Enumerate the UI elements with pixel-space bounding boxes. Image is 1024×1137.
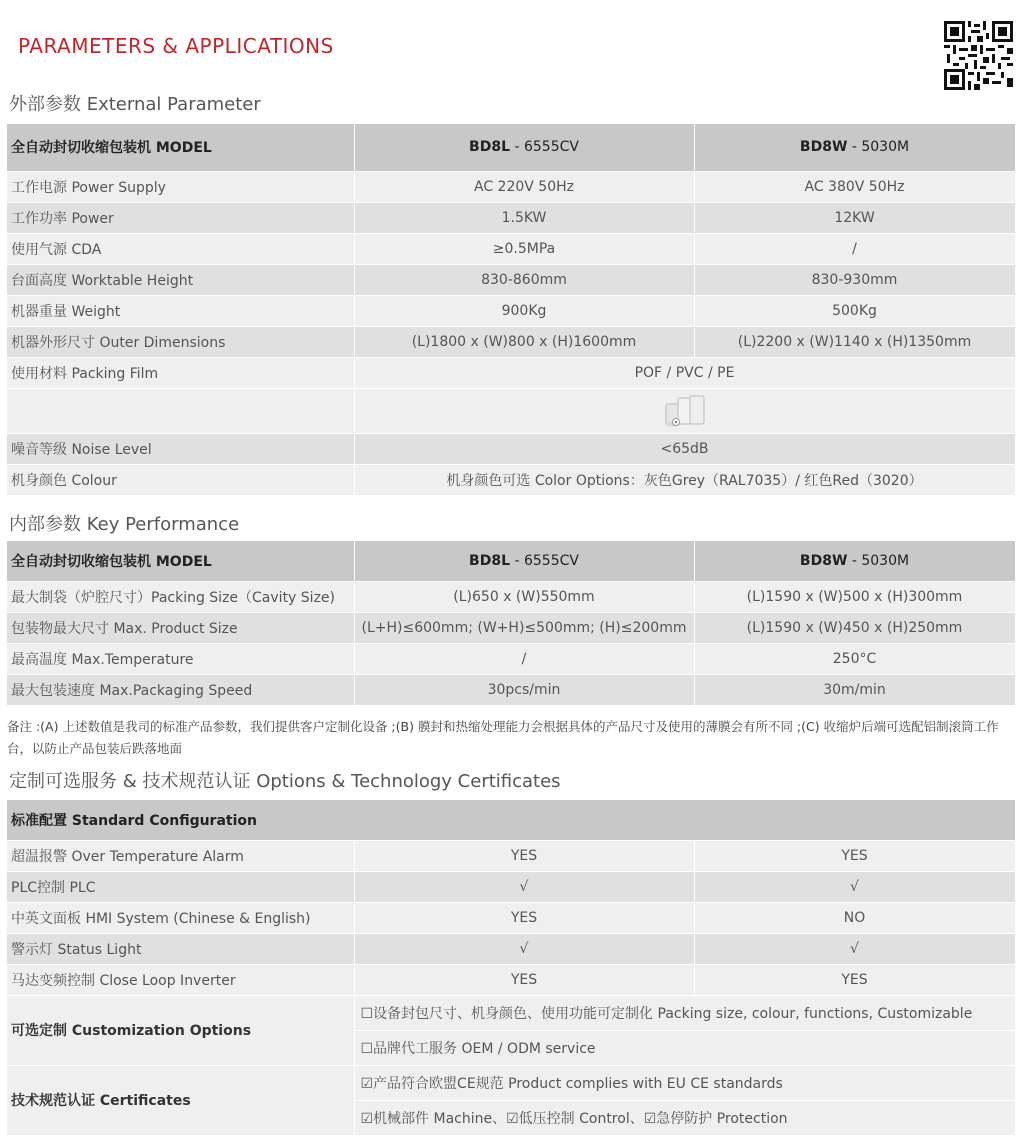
table-row: [7, 840, 1015, 871]
row-value-bd8l: √: [354, 871, 694, 902]
row-label: 台面高度 Worktable Height: [7, 264, 354, 295]
table-row: [7, 171, 1015, 202]
table-row: [7, 902, 1015, 933]
standard-config-header: 标准配置 Standard Configuration: [7, 800, 1015, 840]
row-label: 机器重量 Weight: [7, 295, 354, 326]
empty-label: [7, 388, 354, 433]
row-value-bd8w: YES: [694, 840, 1015, 871]
row-value-bd8w: NO: [694, 902, 1015, 933]
row-label: 超温报警 Over Temperature Alarm: [7, 840, 354, 871]
model-bd8l: BD8L - 6555CV: [354, 541, 694, 581]
table-row: [7, 674, 1015, 705]
row-value-bd8w: (L)1590 x (W)450 x (H)250mm: [694, 612, 1015, 643]
row-label: 机身颜色 Colour: [7, 464, 354, 495]
row-label: 最高温度 Max.Temperature: [7, 643, 354, 674]
row-label: 警示灯 Status Light: [7, 933, 354, 964]
row-value-bd8l: (L)1800 x (W)800 x (H)1600mm: [354, 326, 694, 357]
model-bd8w: BD8W - 5030M: [694, 124, 1015, 171]
certificate-item: ☑产品符合欧盟CE规范 Product complies with EU CE standards: [354, 1065, 1015, 1100]
table-row: [7, 995, 1015, 1030]
certificates-label: 技术规范认证 Certificates: [7, 1065, 354, 1135]
row-value-bd8l: 1.5KW: [354, 202, 694, 233]
table-row: [7, 233, 1015, 264]
row-value-bd8w: YES: [694, 964, 1015, 995]
internal-section-title: 内部参数 Key Performance: [9, 514, 240, 535]
row-value-bd8w: 830-930mm: [694, 264, 1015, 295]
row-value-bd8l: 900Kg: [354, 295, 694, 326]
row-label: PLC控制 PLC: [7, 871, 354, 902]
row-value-shared: <65dB: [354, 433, 1015, 464]
options-table: [7, 800, 1016, 1136]
row-value-shared: 机身颜色可选 Color Options：灰色Grey（RAL7035）/ 红色Red（3020）: [354, 464, 1015, 495]
qr-code-icon: [944, 21, 1013, 90]
row-value-bd8w: (L)1590 x (W)500 x (H)300mm: [694, 581, 1015, 612]
film-roll-icon: [660, 394, 710, 428]
row-value-bd8l: AC 220V 50Hz: [354, 171, 694, 202]
row-label: 包装物最大尺寸 Max. Product Size: [7, 612, 354, 643]
row-label: 工作电源 Power Supply: [7, 171, 354, 202]
table-row: [7, 357, 1015, 388]
model-bd8w: BD8W - 5030M: [694, 541, 1015, 581]
row-value-bd8l: (L+H)≤600mm; (W+H)≤500mm; (H)≤200mm: [354, 612, 694, 643]
table-row: [7, 612, 1015, 643]
row-value-bd8w: (L)2200 x (W)1140 x (H)1350mm: [694, 326, 1015, 357]
table-row: [7, 1065, 1015, 1100]
row-value-bd8w: AC 380V 50Hz: [694, 171, 1015, 202]
row-value-bd8l: YES: [354, 902, 694, 933]
table-header-row: [7, 800, 1015, 840]
table-row: [7, 295, 1015, 326]
customization-label: 可选定制 Customization Options: [7, 995, 354, 1065]
row-label: 工作功率 Power: [7, 202, 354, 233]
table-header-row: [7, 541, 1015, 581]
row-value-bd8l: YES: [354, 964, 694, 995]
external-section-title: 外部参数 External Parameter: [9, 94, 261, 115]
certificate-item: ☑机械部件 Machine、☑低压控制 Control、☑急停防护 Protection: [354, 1100, 1015, 1135]
page-title: PARAMETERS & APPLICATIONS: [18, 34, 334, 58]
external-parameter-table: [7, 124, 1016, 496]
row-label: 马达变频控制 Close Loop Inverter: [7, 964, 354, 995]
table-row: [7, 326, 1015, 357]
table-row: [7, 871, 1015, 902]
row-label: 最大包装速度 Max.Packaging Speed: [7, 674, 354, 705]
row-label: 噪音等级 Noise Level: [7, 433, 354, 464]
row-label: 最大制袋（炉腔尺寸）Packing Size（Cavity Size): [7, 581, 354, 612]
table-row: [7, 581, 1015, 612]
row-value-bd8l: ≥0.5MPa: [354, 233, 694, 264]
row-value-bd8w: 12KW: [694, 202, 1015, 233]
row-label: 机器外形尺寸 Outer Dimensions: [7, 326, 354, 357]
row-value-shared: POF / PVC / PE: [354, 357, 1015, 388]
row-value-bd8l: √: [354, 933, 694, 964]
row-value-bd8w: /: [694, 233, 1015, 264]
table-row: [7, 388, 1015, 433]
row-value-bd8l: (L)650 x (W)550mm: [354, 581, 694, 612]
table-row: [7, 933, 1015, 964]
table-row: [7, 464, 1015, 495]
remarks-note: 备注 :(A) 上述数值是我司的标准产品参数，我们提供客户定制化设备 ;(B) 膜封和热缩处理能力会根据具体的产品尺寸及使用的薄膜会有所不同 ;(C) 收缩炉后端可选配铝制滚筒工作台，以防止产品包装后跌落地面: [7, 719, 999, 756]
model-header-label: 全自动封切收缩包装机 MODEL: [7, 541, 354, 581]
row-value-bd8w: √: [694, 871, 1015, 902]
customization-item: ☐品牌代工服务 OEM / ODM service: [354, 1030, 1015, 1065]
row-value-bd8w: √: [694, 933, 1015, 964]
options-section-title: 定制可选服务 & 技术规范认证 Options & Technology Certificates: [9, 771, 561, 792]
key-performance-table: [7, 541, 1016, 706]
row-label: 中英文面板 HMI System (Chinese & English): [7, 902, 354, 933]
film-roll-cell: [354, 388, 1015, 433]
row-label: 使用材料 Packing Film: [7, 357, 354, 388]
row-value-bd8l: 30pcs/min: [354, 674, 694, 705]
row-value-bd8w: 250°C: [694, 643, 1015, 674]
row-label: 使用气源 CDA: [7, 233, 354, 264]
table-row: [7, 964, 1015, 995]
table-row: [7, 264, 1015, 295]
customization-item: ☐设备封包尺寸、机身颜色、使用功能可定制化 Packing size, colour, functions, Customizable: [354, 995, 1015, 1030]
table-row: [7, 202, 1015, 233]
row-value-bd8l: /: [354, 643, 694, 674]
model-bd8l: BD8L - 6555CV: [354, 124, 694, 171]
row-value-bd8w: 30m/min: [694, 674, 1015, 705]
model-header-label: 全自动封切收缩包装机 MODEL: [7, 124, 354, 171]
table-row: [7, 643, 1015, 674]
row-value-bd8w: 500Kg: [694, 295, 1015, 326]
table-header-row: [7, 124, 1015, 171]
row-value-bd8l: 830-860mm: [354, 264, 694, 295]
table-row: [7, 433, 1015, 464]
row-value-bd8l: YES: [354, 840, 694, 871]
